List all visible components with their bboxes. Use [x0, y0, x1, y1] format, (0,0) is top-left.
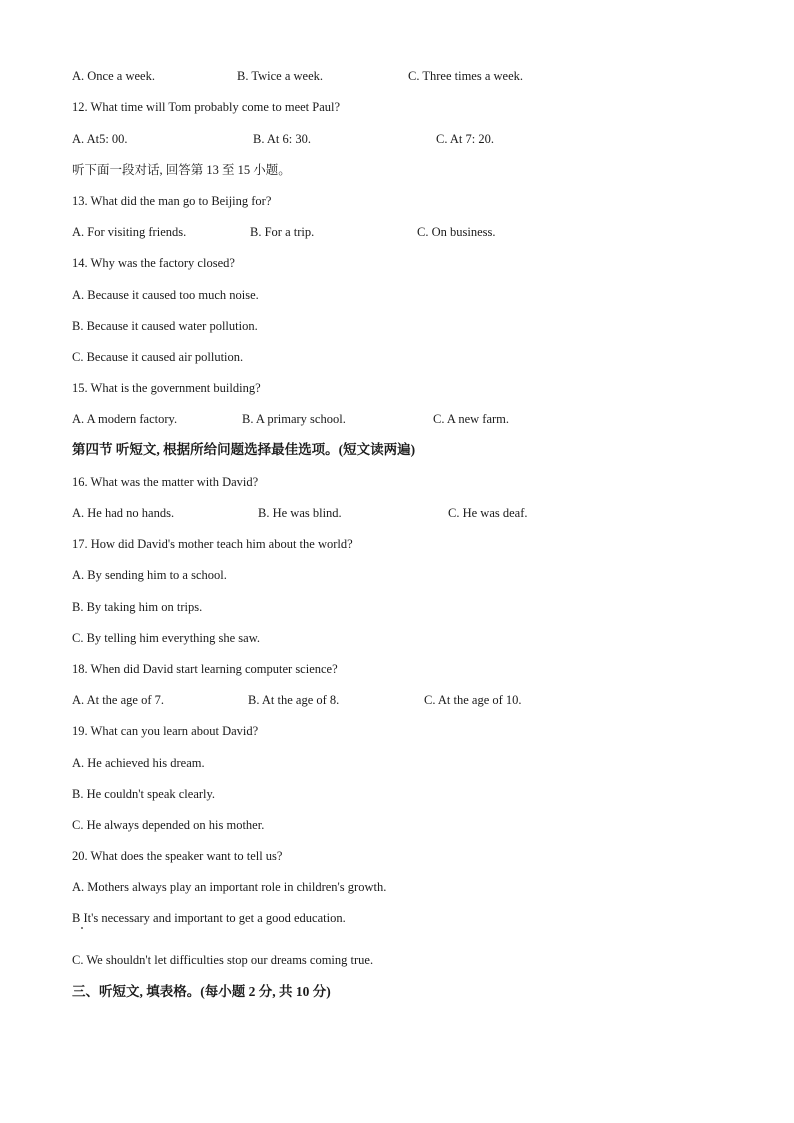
q12-option-a: A. At5: 00.: [72, 132, 128, 146]
q13-option-a: A. For visiting friends.: [72, 225, 187, 239]
q18-option-c: C. At the age of 10.: [424, 693, 522, 707]
exam-page: A. Once a week. B. Twice a week. C. Three times a week. 12. What time will Tom probably come to meet Paul? A. At5: 00. B. At 6: 30. C. At 7: 20. 听下面一段对话, 回答第 13 至 15 小题。 13. What did the man go to Beijing for? A. For visiting friends. B. For a trip. C. On business. 14. Why was the factory closed? A. Because it caused too much noise. B. Because it caused water pollution. C. Because it caused air pollution. 15. What is the government building? A. A modern factory. B. A primary school. C. A new farm. 第四节 听短文, 根据所给问题选择最佳选项。(短文读两遍) 16. What was the matter with David? A. He had no hands. B. He was blind. C. He was deaf. 17. How did David's mother teach him about the world? A. By sending him to a school. B. By taking him on trips. C. By telling him everything she saw. 18. When did David start learning computer science? A. At the age of 7. B. At the age of 8. C. At the age of 10. 19. What can you learn about David? A. He achieved his dream. B. He couldn't speak clearly. C. He always depended on his mother. 20. What does the speaker want to tell us? A. Mothers always play an important role in children's growth. B It's necessary and important to get a good education. C. We shouldn't let difficulties stop our dreams coming true. 三、听短文, 填表格。(每小题 2 分, 共 10 分): [0, 0, 794, 1123]
q11-option-a: A. Once a week.: [72, 69, 155, 83]
q12-option-b: B. At 6: 30.: [253, 132, 311, 146]
q15-option-a: A. A modern factory.: [72, 412, 178, 426]
q13-option-c: C. On business.: [417, 225, 496, 239]
stray-dot-mark: [81, 927, 83, 929]
q16-option-a: A. He had no hands.: [72, 506, 175, 520]
q15-option-c: C. A new farm.: [433, 412, 510, 426]
q16-option-c: C. He was deaf.: [448, 506, 528, 520]
q11-option-b: B. Twice a week.: [237, 69, 324, 83]
q13-option-b: B. For a trip.: [250, 225, 315, 239]
q11-option-c: C. Three times a week.: [408, 69, 524, 83]
q16-option-b: B. He was blind.: [258, 506, 342, 520]
q15-option-b: B. A primary school.: [242, 412, 346, 426]
q18-option-b: B. At the age of 8.: [248, 693, 340, 707]
q18-option-a: A. At the age of 7.: [72, 693, 164, 707]
q12-option-c: C. At 7: 20.: [436, 132, 494, 146]
